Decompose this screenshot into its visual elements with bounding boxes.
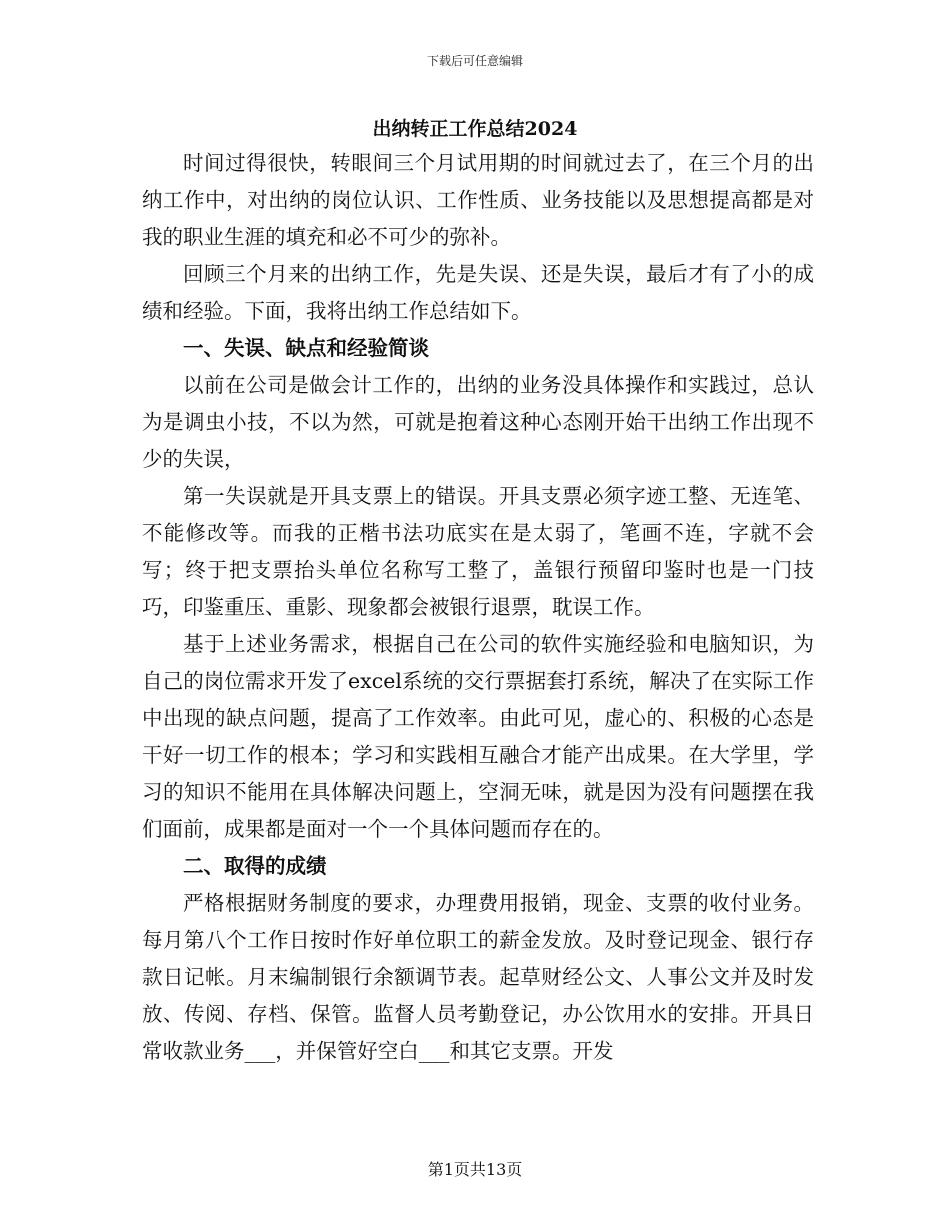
section-heading: 一、失误、缺点和经验简谈 [183, 336, 429, 360]
paragraph: 回顾三个月来的出纳工作，先是失误、还是失误，最后才有了小的成绩和经验。下面，我将出纳工作总结如下。 [142, 262, 814, 323]
paragraph: 以前在公司是做会计工作的，出纳的业务没具体操作和实践过，总认为是调虫小技，不以为然，可就是抱着这种心态刚开始干出纳工作出现不少的失误， [142, 373, 814, 471]
paragraph: 基于上述业务需求，根据自己在公司的软件实施经验和电脑知识，为自己的岗位需求开发了excel系统的交行票据套打系统，解决了在实际工作中出现的缺点问题，提高了工作效率。由此可见，虚心的、积极的心态是干好一切工作的根本；学习和实践相互融合才能产出成果。在大学里，学习的知识不能用在具体解决问题上，空洞无味，就是因为没有问题摆在我们面前，成果都是面对一个一个具体问题而存在的。 [142, 632, 814, 841]
page-number-footer: 第1页共13页 [427, 1160, 523, 1179]
document-title: 出纳转正工作总结2024 [372, 118, 578, 140]
paragraph: 严格根据财务制度的要求，办理费用报销，现金、支票的收付业务。每月第八个工作日按时作好单位职工的薪金发放。及时登记现金、银行存款日记帐。月末编制银行余额调节表。起草财经公文、人事公文并及时发放、传阅、存档、保管。监督人员考勤登记，办公饮用水的安排。开具日常收款业务___，并保管好空白___和其它支票。开发 [142, 891, 814, 1063]
header-note: 下载后可任意编辑 [426, 54, 523, 68]
paragraph: 第一失误就是开具支票上的错误。开具支票必须字迹工整、无连笔、不能修改等。而我的正楷书法功底实在是太弱了，笔画不连，字就不会写；终于把支票抬头单位名称写工整了，盖银行预留印鉴时也是一门技巧，印鉴重压、重影、现象都会被银行退票，耽误工作。 [142, 484, 814, 619]
paragraph: 时间过得很快，转眼间三个月试用期的时间就过去了，在三个月的出纳工作中，对出纳的岗位认识、工作性质、业务技能以及思想提高都是对我的职业生涯的填充和必不可少的弥补。 [142, 151, 814, 249]
section-heading: 二、取得的成绩 [183, 854, 327, 878]
document-body [142, 145, 814, 1070]
